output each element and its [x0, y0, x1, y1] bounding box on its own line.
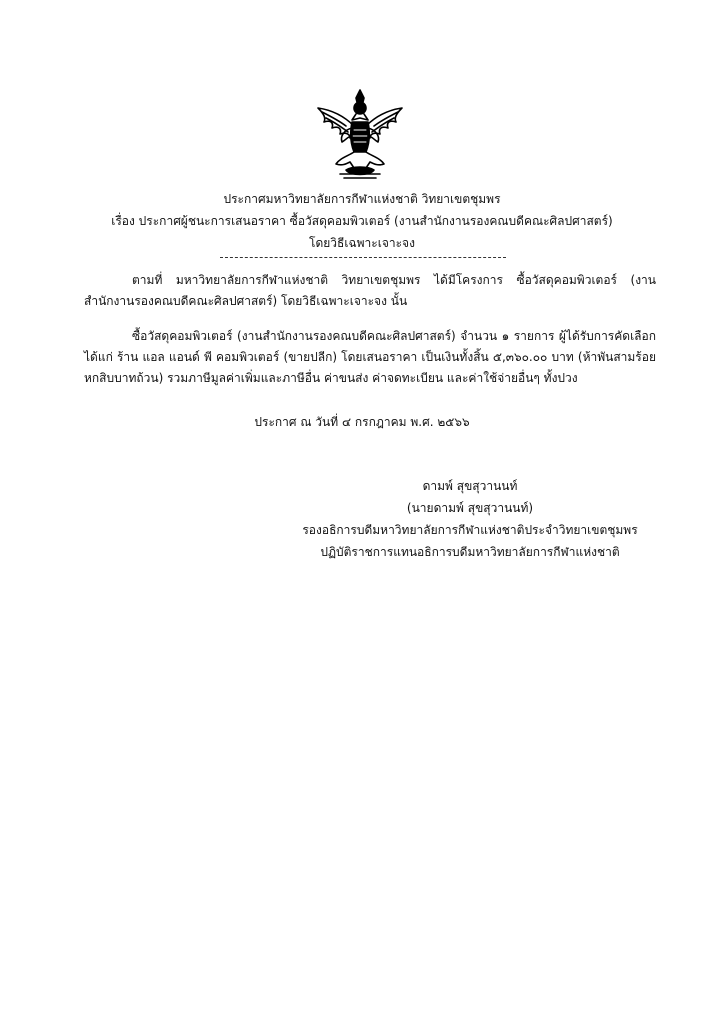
procurement-method: โดยวิธีเฉพาะเจาะจง: [309, 236, 415, 250]
paragraph-intro-text: ตามที่ มหาวิทยาลัยการกีฬาแห่งชาติ วิทยาเขตชุมพร ได้มีโครงการ ซื้อวัสดุคอมพิวเตอร์ (งานสำนักงานรองคณบดีคณะศิลปศาสตร์) โดยวิธีเฉพาะเจาะจง นั้น: [84, 273, 656, 308]
signatory-position: รองอธิการบดีมหาวิทยาลัยการกีฬาแห่งชาติประจำวิทยาเขตชุมพร: [302, 523, 638, 537]
paragraph-award: [84, 326, 656, 389]
header-divider: [220, 257, 506, 258]
paragraph-intro: [84, 270, 656, 312]
announcement-title: ประกาศมหาวิทยาลัยการกีฬาแห่งชาติ วิทยาเขตชุมพร: [223, 192, 501, 206]
signatory-acting-position: ปฏิบัติราชการแทนอธิการบดีมหาวิทยาลัยการกีฬาแห่งชาติ: [320, 545, 620, 559]
announcement-date: ประกาศ ณ วันที่ ๔ กรกฎาคม พ.ศ. ๒๕๖๖: [254, 415, 470, 429]
paragraph-award-text: ซื้อวัสดุคอมพิวเตอร์ (งานสำนักงานรองคณบดีคณะศิลปศาสตร์) จำนวน ๑ รายการ ผู้ได้รับการคัดเลือก ได้แก่ ร้าน แอล แอนด์ พี คอมพิวเตอร์ (ขายปลีก) โดยเสนอราคา เป็นเงินทั้งสิ้น ๕,๓๖๐.๐๐ บาท (ห้าพันสามร้อยหกสิบบาทถ้วน) รวมภาษีมูลค่าเพิ่มและภาษีอื่น ค่าขนส่ง ค่าจดทะเบียน และค่าใช้จ่ายอื่นๆ ทั้งปวง: [84, 329, 656, 385]
garuda-emblem: [310, 86, 410, 186]
signature-name: ดามพ์ สุขสุวานนท์: [422, 479, 518, 493]
announcement-subject: เรื่อง ประกาศผู้ชนะการเสนอราคา ซื้อวัสดุคอมพิวเตอร์ (งานสำนักงานรองคณบดีคณะศิลปศาสตร์): [111, 214, 613, 228]
signatory-full-name: (นายดามพ์ สุขสุวานนท์): [406, 501, 534, 515]
